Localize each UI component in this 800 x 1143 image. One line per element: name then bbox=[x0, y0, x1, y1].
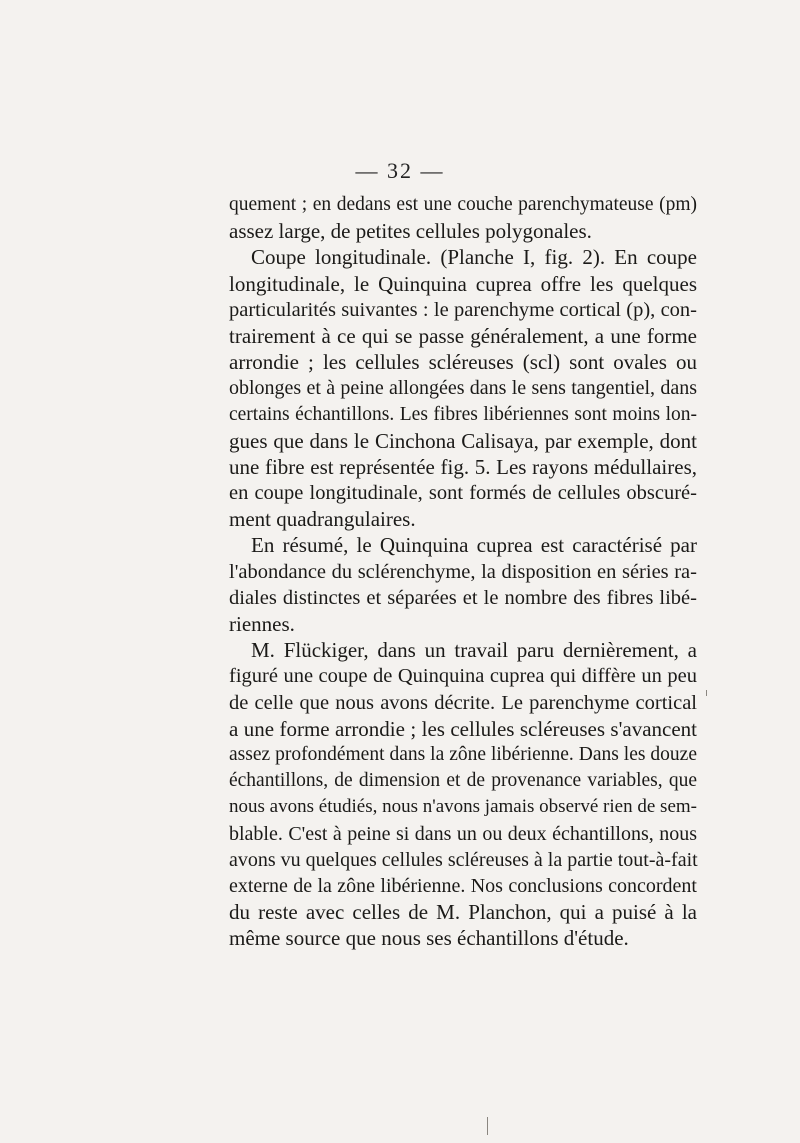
text-line: En résumé, le Quinquina cuprea est caractérisé par bbox=[251, 533, 697, 558]
scan-mark bbox=[487, 1117, 488, 1135]
text-line: diales distinctes et séparées et le nombre des fibres libé- bbox=[229, 586, 697, 609]
text-line: blable. C'est à peine si dans un ou deux échantillons, nous bbox=[229, 822, 697, 845]
text-line: assez profondément dans la zône libérienne. Dans les douze bbox=[229, 743, 697, 765]
text-line: une fibre est représentée fig. 5. Les rayons médullaires, bbox=[229, 454, 697, 479]
text-line: longitudinale, le Quinquina cuprea offre les quelques bbox=[229, 271, 697, 296]
page-number: — 32 — bbox=[355, 158, 445, 183]
body-text bbox=[229, 192, 697, 951]
text-line: gues que dans le Cinchona Calisaya, par exemple, dont bbox=[229, 428, 697, 453]
text-line: de celle que nous avons décrite. Le parenchyme cortical bbox=[229, 691, 697, 714]
text-line: figuré une coupe de Quinquina cuprea qui diffère un peu bbox=[229, 665, 697, 688]
text-line: quement ; en dedans est une couche parenchymateuse (pm) bbox=[229, 194, 697, 215]
text-line: a une forme arrondie ; les cellules scléreuses s'avancent bbox=[229, 716, 697, 741]
text-line: certains échantillons. Les fibres libériennes sont moins lon- bbox=[229, 403, 697, 425]
text-line: arrondie ; les cellules scléreuses (scl) sont ovales ou bbox=[229, 350, 697, 375]
text-line: ment quadrangulaires. bbox=[229, 507, 416, 532]
text-line: riennes. bbox=[229, 612, 295, 636]
text-line: assez large, de petites cellules polygonales. bbox=[229, 219, 592, 244]
text-line: externe de la zône libérienne. Nos conclusions concordent bbox=[229, 874, 697, 897]
text-line: oblonges et à peine allongées dans le sens tangentiel, dans bbox=[229, 377, 697, 400]
text-line: même source que nous ses échantillons d'étude. bbox=[229, 926, 629, 951]
text-line: nous avons étudiés, nous n'avons jamais observé rien de sem- bbox=[229, 796, 697, 818]
text-line: trairement à ce qui se passe généralement, a une forme bbox=[229, 323, 697, 348]
text-line: échantillons, de dimension et de provenance variables, que bbox=[229, 770, 697, 792]
text-line: avons vu quelques cellules scléreuses à la partie tout-à-fait bbox=[229, 848, 698, 871]
text-line: M. Flückiger, dans un travail paru dernièrement, a bbox=[251, 638, 697, 663]
scan-mark bbox=[706, 690, 707, 696]
text-line: du reste avec celles de M. Planchon, qui a puisé à la bbox=[229, 900, 697, 925]
text-line: particularités suivantes : le parenchyme cortical (p), con- bbox=[229, 298, 697, 321]
text-line: Coupe longitudinale. (Planche I, fig. 2). En coupe bbox=[251, 245, 697, 270]
text-line: l'abondance du sclérenchyme, la disposition en séries ra- bbox=[229, 560, 697, 583]
text-line: en coupe longitudinale, sont formés de cellules obscuré- bbox=[229, 482, 697, 505]
